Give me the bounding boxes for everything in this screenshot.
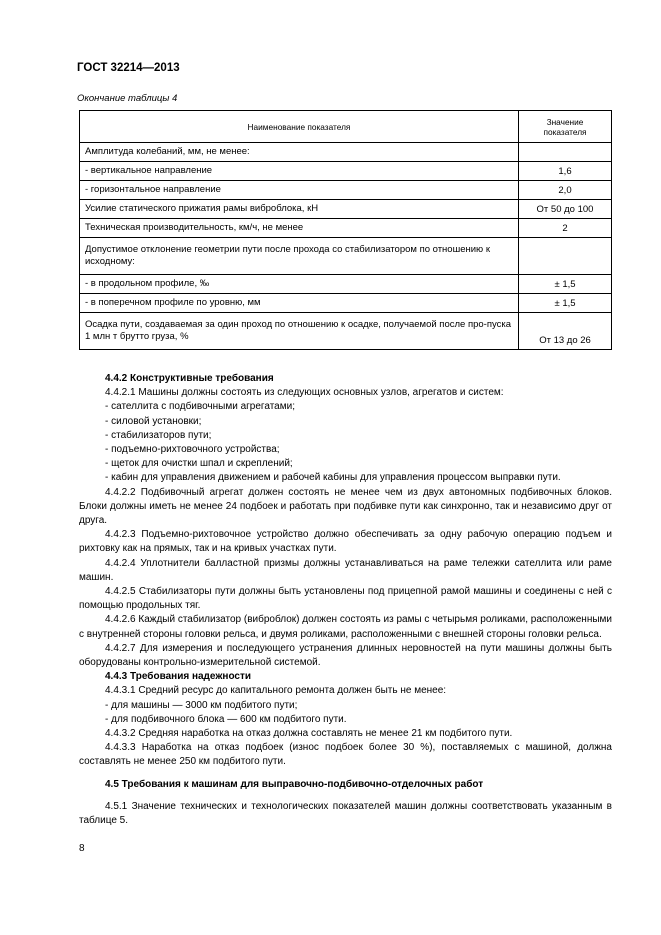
parameters-table xyxy=(79,110,612,350)
table-row xyxy=(80,162,612,181)
paragraph: 4.4.2.1 Машины должны состоять из следующих основных узлов, агрегатов и систем: xyxy=(105,387,504,399)
table-row xyxy=(80,275,612,294)
list-item: - стабилизаторов пути; xyxy=(105,429,212,441)
row-value: 1,6 xyxy=(519,162,612,181)
table-row xyxy=(80,238,612,275)
list-item: - для подбивочного блока — 600 км подбитого пути. xyxy=(105,713,347,725)
column-header-name: Наименование показателя xyxy=(80,111,519,143)
row-name: Техническая производительность, км/ч, не менее xyxy=(80,219,519,238)
section-heading: 4.5 Требования к машинам для выправочно-подбивочно-отделочных работ xyxy=(105,778,484,790)
standard-header: ГОСТ 32214—2013 xyxy=(77,62,180,74)
row-name: - горизонтальное направление xyxy=(80,181,519,200)
list-item: - сателлита с подбивочными агрегатами; xyxy=(105,401,295,413)
list-item: - щеток для очистки шпал и скреплений; xyxy=(105,458,293,470)
table-header-row xyxy=(80,111,612,143)
row-value: ± 1,5 xyxy=(519,294,612,313)
row-name: - вертикальное направление xyxy=(80,162,519,181)
row-value xyxy=(519,143,612,162)
list-item: - силовой установки; xyxy=(105,415,202,427)
section-heading: 4.4.2 Конструктивные требования xyxy=(105,373,274,384)
paragraph: 4.4.2.7 Для измерения и последующего устранения длинных неровностей на пути машины должны быть оборудованы контрольно-измерительной системой. xyxy=(79,642,612,669)
row-value: 2,0 xyxy=(519,181,612,200)
row-value: От 50 до 100 xyxy=(519,200,612,219)
list-item: - для машины — 3000 км подбитого пути; xyxy=(105,699,298,711)
paragraph: 4.4.3.1 Средний ресурс до капитального ремонта должен быть не менее: xyxy=(105,685,447,697)
row-value: ± 1,5 xyxy=(519,275,612,294)
paragraph: 4.4.2.3 Подъемно-рихтовочное устройство должно обеспечивать за одну рабочую операцию подъем и рихтовку как на прямых, так и на кривых участках пути. xyxy=(79,529,612,555)
table-caption: Окончание таблицы 4 xyxy=(77,93,178,104)
row-value xyxy=(519,238,612,275)
table-row xyxy=(80,219,612,238)
section-heading: 4.4.3 Требования надежности xyxy=(105,671,252,683)
paragraph: 4.4.2.5 Стабилизаторы пути должны быть установлены под прицепной рамой машины и соединены с ней с помощью продольных тяг. xyxy=(79,586,612,612)
table-row xyxy=(80,200,612,219)
row-value: 2 xyxy=(519,219,612,238)
paragraph: 4.5.1 Значение технических и технологических показателей машин должны соответствовать указанным в таблице 5. xyxy=(79,800,612,827)
table-row xyxy=(80,181,612,200)
row-name: - в продольном профиле, ‰ xyxy=(80,275,519,294)
list-item: - кабин для управления движением и рабочей кабины для управления процессом выправки пути. xyxy=(105,472,561,484)
list-item: - подъемно-рихтовочного устройства; xyxy=(105,444,280,456)
body-text xyxy=(79,372,612,828)
page-number: 8 xyxy=(79,843,85,854)
row-name: Амплитуда колебаний, мм, не менее: xyxy=(80,143,519,162)
paragraph: 4.4.3.2 Средняя наработка на отказ должна составлять не менее 21 км подбитого пути. xyxy=(105,728,513,740)
row-name: Осадка пути, создаваемая за один проход по отношению к осадке, получаемой после про-пуска 1 млн т брутто груза, % xyxy=(80,313,519,350)
row-name: - в поперечном профиле по уровню, мм xyxy=(80,294,519,313)
paragraph: 4.4.2.2 Подбивочный агрегат должен состоять не менее чем из двух автономных подбивочных блоков. Блоки должны иметь не менее 24 подбоек и работать при подбивке пути как синхронно, так и независимо друг от друга. xyxy=(79,486,612,527)
table-row xyxy=(80,143,612,162)
paragraph: 4.4.2.4 Уплотнители балластной призмы должны устанавливаться на раме тележки сателлита или раме машин. xyxy=(79,557,612,583)
table-row xyxy=(80,294,612,313)
column-header-value: Значение показателя xyxy=(519,111,612,143)
table-row xyxy=(80,313,612,350)
row-value: От 13 до 26 xyxy=(519,313,612,350)
paragraph: 4.4.3.3 Наработка на отказ подбоек (износ подбоек более 30 %), поставляемых с машиной, должна составлять не менее 250 км подбитого пути. xyxy=(79,742,612,768)
paragraph: 4.4.2.6 Каждый стабилизатор (виброблок) должен состоять из рамы с четырьмя роликами, расположенными с внутренней стороны головки рельса, и двумя роликами, расположенными с внешней стороны головки рельса. xyxy=(79,614,612,640)
row-name: Усилие статического прижатия рамы виброблока, кН xyxy=(80,200,519,219)
row-name: Допустимое отклонение геометрии пути после прохода со стабилизатором по отношению к исходному: xyxy=(80,238,519,275)
